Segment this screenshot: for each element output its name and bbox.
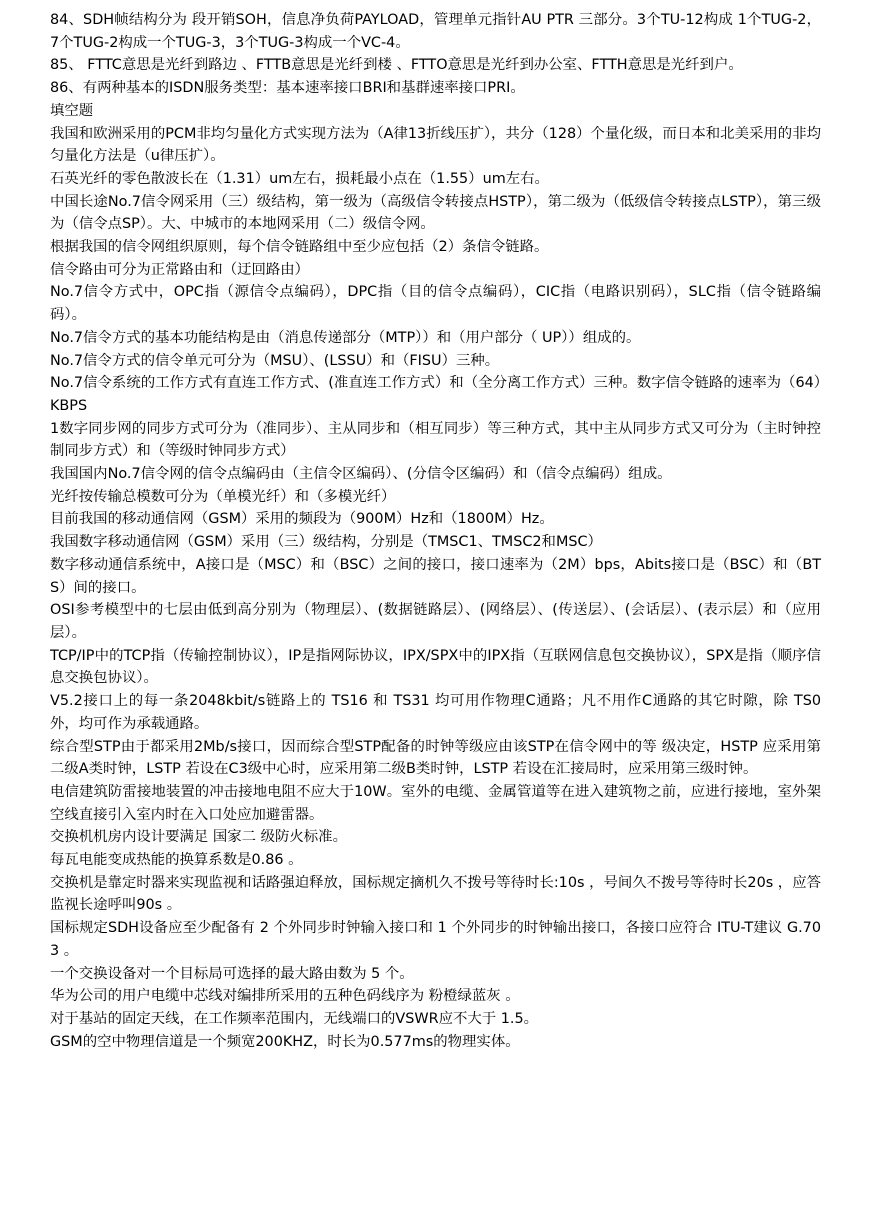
paragraph-sdh-frame: 84、SDH帧结构分为 段开销SOH，信息净负荷PAYLOAD，管理单元指针AU PTR 三部分。3个TU-12构成 1个TUG-2， 7个TUG-2构成一个TUG-3，3个TUG-3构成一个VC-4。 xyxy=(50,12,821,51)
paragraph-timers: 交换机是靠定时器来实现监视和话路强迫释放，国标规定摘机久不拨号等待时长:10s ，号间久不拨号等待时长20s ，应答监视长途呼叫90s 。 xyxy=(50,874,821,914)
section-heading-fill-blank: 填空题 xyxy=(50,102,94,119)
paragraph-no7-codes: No.7信令方式中，OPC指（源信令点编码），DPC指（目的信令点编码），CIC指（电路识别码），SLC指（信令链路编码）。 xyxy=(50,284,821,324)
paragraph-max-routes: 一个交换设备对一个目标局可选择的最大路由数为 5 个。 xyxy=(50,965,414,982)
paragraph-gsm-band: 目前我国的移动通信网（GSM）采用的频段为（900M）Hz和（1800M）Hz。 xyxy=(50,511,554,528)
paragraph-isdn: 86、有两种基本的ISDN服务类型：基本速率接口BRI和基群速率接口PRI。 xyxy=(50,80,525,97)
paragraph-v52: V5.2接口上的每一条2048kbit/s链路上的 TS16 和 TS31 均可用作物理C通路；凡不用作C通路的其它时隙，除 TS0 外，均可作为承载通路。 xyxy=(50,693,821,732)
paragraph-fttx: 85、 FTTC意思是光纤到路边 、FTTB意思是光纤到楼 、FTTO意思是光纤到办公室、FTTH意思是光纤到户。 xyxy=(50,57,743,74)
paragraph-stp-clock: 综合型STP由于都采用2Mb/s接口，因而综合型STP配备的时钟等级应由该STP在信令网中的等 级决定，HSTP 应采用第二级A类时钟，LSTP 若设在C3级中心时，应采用第二级B类时钟，LSTP 若设在汇接局时，应采用第三级时钟。 xyxy=(50,738,821,778)
paragraph-fiber-dispersion: 石英光纤的零色散波长在（1.31）um左右，损耗最小点在（1.55）um左右。 xyxy=(50,170,549,187)
paragraph-color-code: 华为公司的用户电缆中芯线对编排所采用的五种色码线序为 粉橙绿蓝灰 。 xyxy=(50,988,520,1005)
paragraph-no7-network: 中国长途No.7信令网采用（三）级结构，第一级为（高级信令转接点HSTP），第二级为（低级信令转接点LSTP），第三级为（信令点SP）。大、中城市的本地网采用（二）级信令网。 xyxy=(50,193,821,233)
document-page xyxy=(50,9,821,1053)
paragraph-grounding: 电信建筑防雷接地装置的冲击接地电阻不应大于10W。室外的电缆、金属管道等在进入建筑物之前，应进行接地，室外架空线直接引入室内时在入口处应加避雷器。 xyxy=(50,783,821,823)
paragraph-a-interface: 数字移动通信系统中，A接口是（MSC）和（BSC）之间的接口，接口速率为（2M）bps，Abits接口是（BSC）和（BTS）间的接口。 xyxy=(50,556,821,596)
paragraph-sync-network: 1数字同步网的同步方式可分为（准同步）、主从同步和（相互同步）等三种方式，其中主从同步方式又可分为（主时钟控制同步方式）和（等级时钟同步方式） xyxy=(50,420,821,460)
paragraph-no7-units: No.7信令方式的信令单元可分为（MSU）、(LSSU）和（FISU）三种。 xyxy=(50,352,500,369)
paragraph-no7-structure: No.7信令方式的基本功能结构是由（消息传递部分（MTP））和（用户部分（ UP））组成的。 xyxy=(50,329,641,346)
paragraph-pcm: 我国和欧洲采用的PCM非均匀量化方式实现方法为（A律13折线压扩），共分（128）个量化级，而日本和北美采用的非均匀量化方法是（u律压扩）。 xyxy=(50,125,821,165)
paragraph-point-code: 我国国内No.7信令网的信令点编码由（主信令区编码）、(分信令区编码）和（信令点编码）组成。 xyxy=(50,466,672,483)
paragraph-tcp-ip: TCP/IP中的TCP指（传输控制协议），IP是指网际协议，IPX/SPX中的IPX指（互联网信息包交换协议），SPX是指（顺序信息交换包协议）。 xyxy=(50,647,821,687)
paragraph-gsm-structure: 我国数字移动通信网（GSM）采用（三）级结构，分别是（TMSC1、TMSC2和MSC） xyxy=(50,534,602,551)
paragraph-sdh-clock: 国标规定SDH设备应至少配备有 2 个外同步时钟输入接口和 1 个外同步的时钟输出接口，各接口应符合 ITU-T建议 G.703 。 xyxy=(50,920,821,959)
paragraph-signaling-link-group: 根据我国的信令网组织原则，每个信令链路组中至少应包括（2）条信令链路。 xyxy=(50,239,549,256)
paragraph-heat-factor: 每瓦电能变成热能的换算系数是0.86 。 xyxy=(50,852,303,869)
paragraph-vswr: 对于基站的固定天线，在工作频率范围内，无线端口的VSWR应不大于 1.5。 xyxy=(50,1010,538,1027)
paragraph-fiber-modes: 光纤按传输总模数可分为（单模光纤）和（多模光纤） xyxy=(50,488,396,505)
paragraph-osi-layers: OSI参考模型中的七层由低到高分别为（物理层）、(数据链路层）、(网络层）、(传送层）、(会话层）、(表示层）和（应用层）。 xyxy=(50,602,821,641)
paragraph-gsm-channel: GSM的空中物理信道是一个频宽200KHZ，时长为0.577ms的物理实体。 xyxy=(50,1033,520,1050)
paragraph-no7-modes: No.7信令系统的工作方式有直连工作方式、(准直连工作方式）和（全分离工作方式）三种。数字信令链路的速率为（64）KBPS xyxy=(50,375,821,414)
paragraph-fire-protection: 交换机机房内设计要满足 国家二 级防火标准。 xyxy=(50,829,347,846)
paragraph-signaling-route: 信令路由可分为正常路由和（迂回路由） xyxy=(50,261,310,278)
